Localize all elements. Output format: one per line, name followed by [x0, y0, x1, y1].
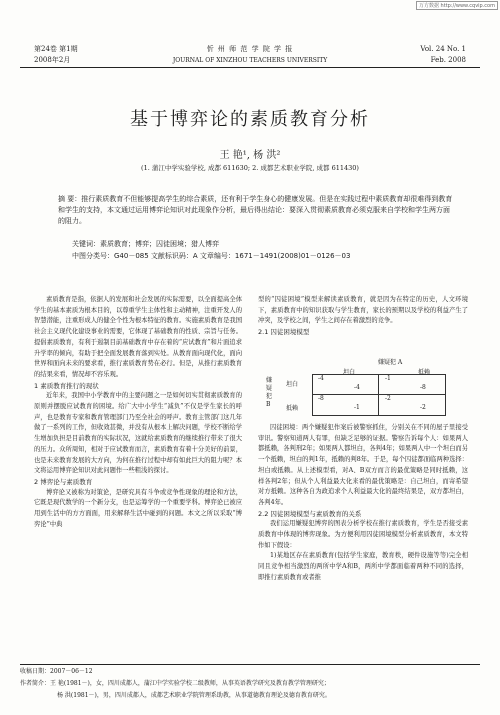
- header-date-cn: 2008年2月: [34, 56, 71, 64]
- matrix-cell: -4: [318, 375, 324, 382]
- body-paragraph: 近年来，我国中小学教育中的主要问题之一是如何切实贯彻素质教育的原则并摆脱应试教育的困境。给广大中小学生“减负”不仅是学生家长的呼声，也是教育专家和教育管理部门乃至全社会的呼声。教育主管部门这几年做了一系列的工作，但收效甚微，并没有从根本上解决问题，学校不断给学生增加负担是目前教育的实际状况，这就给素质教育的继续推行带来了很大的压力。众所周知，相对于应试教育而言，素质教育有着十分美好的前景，也是未来教育发展的大方向，为何在推行过程中却有如此巨大的阻力呢？本文将运用博弈论知识对此问题作一些粗浅的探讨。: [34, 392, 242, 475]
- matrix-side-header: 嫌疑犯B: [266, 377, 273, 408]
- matrix-top-header: 嫌疑犯 A: [378, 359, 403, 366]
- matrix-cell: -4: [354, 384, 360, 391]
- header-volume: 第24卷 第1期: [34, 45, 78, 53]
- footnote-rule: [20, 664, 480, 665]
- bio-text-1: 王 艳(1981－)，女，四川成都人，蒲江中学实验学校二级教师，从事英语教学研究及教育教学管理研究；: [50, 680, 330, 687]
- classification-line: 中图分类号：G40－085 文献标识码：A 文章编号：1671－1491(2008)01－0126－03: [72, 252, 351, 260]
- journal-name-cn: 忻 州 师 范 学 院 学 报: [206, 45, 294, 53]
- right-column-bottom: [258, 423, 468, 584]
- bio-label: 作者简介：: [20, 680, 51, 687]
- matrix-row-confess: 坦白: [286, 381, 299, 388]
- article-authors: 王 艳¹, 杨 洪²: [219, 150, 281, 161]
- body-paragraph: 博弈论又被称为对策论，是研究具有斗争或竞争性现象的理论和方法，它既是现代数学的一个新分支，也是运筹学的一个重要学科。博弈论已被应用到生活中的方方面面，用来解释生活中碰到的问题。本文之所以采取“博弈论”中典: [34, 488, 242, 528]
- matrix-col-deny: 抵赖: [418, 369, 431, 376]
- abstract-text: 推行素质教育不但能够提高学生的综合素质，还有利于学生身心的健康发展。但是在实践过程中素质教育却很难得到教育和学生的支持，本文通过运用博弈论知识对此现象作分析，最后得出结论：要深入贯彻素质教育必须克服来自学校和学生两方面的阻力。: [58, 195, 453, 225]
- article-title: 基于博弈论的素质教育分析: [130, 109, 370, 130]
- body-paragraph: 1)某地区存在素质教育(包括学生家庭，教育秩，硬件设施等等)完全相同且竞争相当激烈的两所中学A和B，两所中学都面临着两种不同的选择，即推行素质教育或者推: [258, 552, 468, 581]
- keywords-text: 素质教育；博弈；囚徒困境；猎人博弈: [100, 240, 219, 248]
- keywords-line: [72, 239, 467, 250]
- header-date-en: Feb. 2008: [430, 56, 466, 64]
- abstract-label: 摘 要：: [58, 195, 82, 203]
- left-column: [34, 295, 242, 530]
- journal-name-en: JOURNAL OF XINZHOU TEACHERS UNIVERSITY: [172, 57, 328, 64]
- footnote-received: 收稿日期：2007－06－12: [20, 668, 93, 675]
- abstract-block: [58, 194, 453, 227]
- section-heading: 1 素质教育推行的现状: [34, 381, 99, 390]
- matrix-cell: -2: [420, 404, 426, 411]
- keywords-label: 关键词：: [72, 240, 100, 248]
- right-column-top: [258, 295, 468, 338]
- body-paragraph: 囚徒困境：两个嫌疑犯作案后被警察抓住，分别关在不同的屋子里接受审讯。警察知道两人有罪，但缺乏足够的证据。警察告诉每个人：如果两人都抵赖，各判刑2年；如果两人都坦白，各判4年；如果两人中一个坦白而另一个抵赖，坦白的判1年，抵赖的判8年。于是，每个囚徒都面临两种选择：坦白或抵赖。从上述模型看，对A、B双方而言的最优策略是同时抵赖，这样各判2年；但从个人利益最大化来看的最优策略是：自己坦白，而寄希望对方抵赖。这种各自为政追求个人利益最大化的最终结果是，双方都坦白，各判4年。: [258, 424, 468, 506]
- matrix-cell: -2: [385, 395, 391, 402]
- source-watermark: 万方数据 http://www.cqvip.com: [416, 1, 498, 10]
- intro-paragraph: 素质教育是指，依据人的发展和社会发展的实际需要，以全面提高全体学生的基本素质为根本目的，以尊重学生主体性和主动精神，注重开发人的智慧潜能，注重形成人的健全个性为根本特征的教育。实施素质教育是我国社会主义现代化建设事业的需要，它体现了基础教育的性质、宗旨与任务。提倡素质教育，有利于遏制目前基础教育中存在着的“应试教育”和片面追求升学率的倾向，有助于把全面发展教育落到实处。从教育面向现代化，面向世界和面向未来的要求看，推行素质教育势在必行。但是，从推行素质教育的结果来看，情况却不容乐观。: [34, 296, 242, 378]
- header-rule: [20, 67, 480, 68]
- matrix-hline: [312, 394, 445, 395]
- matrix-cell: -1: [354, 404, 360, 411]
- payoff-matrix: [258, 357, 468, 417]
- matrix-col-confess: 坦白: [343, 369, 356, 376]
- body-paragraph: 型的“囚徒困境”模型来解读素质教育，就是因为在特定的历史，人文环境下，素质教育中的知识获取与学生教育，家长的预期以及学校的利益产生了冲突，及学校之间，学生之间存在着激烈的竞争。: [258, 296, 468, 325]
- author-affiliation: (1. 蒲江中学实验学校, 成都 611630; 2. 成都艺术职业学院, 成都 611430): [141, 164, 359, 172]
- footnote-bio-1: [20, 678, 480, 690]
- matrix-cell: -8: [318, 395, 324, 402]
- footnote-bio-2: 杨 洪(1981－)，男，四川成都人，成都艺术职业学院管理系助教，从事道德教育理论及德育教育研究。: [57, 692, 331, 699]
- subsection-heading: 2.1 囚徒困境模型: [258, 328, 310, 337]
- body-paragraph: 我们运用嫌疑犯博弈的图表分析学校在推行素质教育，学生是否接受素质教育中体现的博弈现象。为方便利用囚徒困境模型分析素质教育，本文特作如下假设：: [258, 520, 468, 549]
- subsection-heading: 2.2 囚徒困境模型与素质教育的关系: [258, 509, 362, 518]
- matrix-cell: -1: [385, 375, 391, 382]
- matrix-cell: -8: [420, 384, 426, 391]
- header-vol-en: Vol. 24 No. 1: [420, 45, 466, 53]
- matrix-row-deny: 抵赖: [286, 405, 299, 412]
- section-heading: 2 博弈论与素质教育: [34, 477, 93, 486]
